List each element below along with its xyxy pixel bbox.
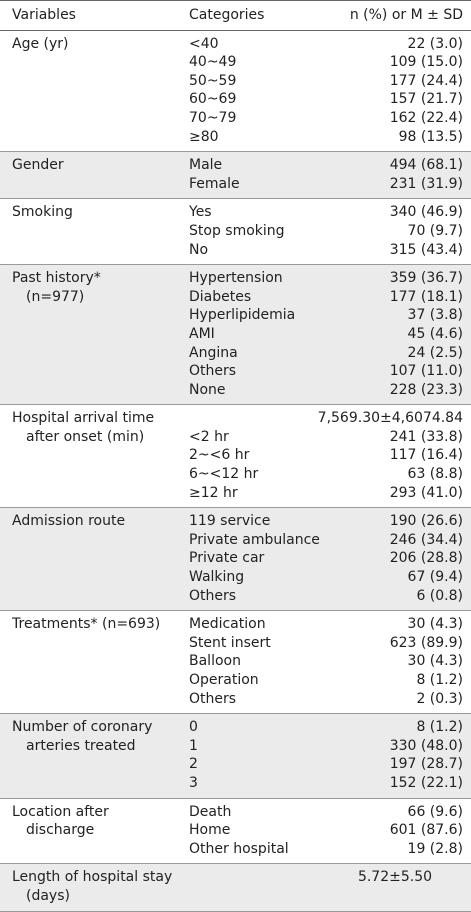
value-text: 2 (0.3) bbox=[416, 690, 463, 707]
variable-label: Admission route bbox=[12, 513, 126, 530]
value-text: 177 (24.4) bbox=[389, 72, 463, 89]
value-text: 6 (0.8) bbox=[416, 587, 463, 604]
value-text: 359 (36.7) bbox=[389, 270, 463, 287]
value-cell bbox=[317, 718, 471, 792]
value-text: 107 (11.0) bbox=[389, 363, 463, 380]
value-text: 66 (9.6) bbox=[407, 803, 463, 820]
value-text: 70 (9.7) bbox=[407, 222, 463, 239]
category-label: Hypertension bbox=[189, 270, 283, 287]
category-label bbox=[189, 409, 317, 428]
category-label: Medication bbox=[189, 616, 266, 633]
variable-label: arteries treated bbox=[26, 737, 136, 754]
value-text: 24 (2.5) bbox=[407, 344, 463, 361]
variable-label: Treatments* (n=693) bbox=[12, 616, 161, 633]
value-text: 330 (48.0) bbox=[389, 737, 463, 754]
variable-label: (n=977) bbox=[26, 288, 85, 305]
category-cell bbox=[177, 409, 317, 502]
table-row bbox=[0, 611, 471, 714]
value-text: 315 (43.4) bbox=[389, 241, 463, 258]
value-text: 37 (3.8) bbox=[407, 307, 463, 324]
variable-label: Smoking bbox=[12, 204, 73, 221]
header-cell-categories bbox=[177, 6, 317, 25]
value-text: 30 (4.3) bbox=[407, 616, 463, 633]
variable-label: Past history* bbox=[12, 270, 101, 287]
table-row bbox=[0, 265, 471, 405]
category-label: <2 hr bbox=[189, 428, 229, 445]
value-text: 22 (3.0) bbox=[407, 35, 463, 52]
category-label: Death bbox=[189, 803, 232, 820]
variable-cell bbox=[0, 269, 177, 399]
category-label: Hyperlipidemia bbox=[189, 307, 296, 324]
value-text: 601 (87.6) bbox=[389, 822, 463, 839]
table-row bbox=[0, 799, 471, 865]
table-body bbox=[0, 31, 471, 912]
value-text: 63 (8.8) bbox=[407, 466, 463, 483]
value-text: 197 (28.7) bbox=[389, 756, 463, 773]
category-label: Others bbox=[189, 363, 237, 380]
header-categories-label: Categories bbox=[189, 7, 265, 23]
value-text: 241 (33.8) bbox=[389, 428, 463, 445]
category-cell bbox=[177, 615, 317, 708]
header-variables-label: Variables bbox=[12, 7, 76, 23]
category-label: Female bbox=[189, 175, 240, 192]
category-cell bbox=[177, 803, 317, 859]
value-text: 67 (9.4) bbox=[407, 569, 463, 586]
variable-cell bbox=[0, 35, 177, 147]
value-cell bbox=[317, 868, 471, 905]
variable-label: Location after bbox=[12, 803, 109, 820]
value-cell bbox=[317, 512, 471, 605]
category-label: ≥80 bbox=[189, 128, 219, 145]
value-text: 623 (89.9) bbox=[389, 634, 463, 651]
value-text: 340 (46.9) bbox=[389, 204, 463, 221]
category-label: Diabetes bbox=[189, 288, 252, 305]
value-text: 246 (34.4) bbox=[389, 531, 463, 548]
value-text: 152 (22.1) bbox=[389, 774, 463, 791]
value-text: 19 (2.8) bbox=[407, 840, 463, 857]
category-label: Angina bbox=[189, 344, 238, 361]
value-cell bbox=[317, 203, 471, 259]
category-label: Home bbox=[189, 822, 231, 839]
value-text: 206 (28.8) bbox=[389, 550, 463, 567]
value-cell bbox=[317, 615, 471, 708]
category-label: Male bbox=[189, 157, 223, 174]
table-header-row bbox=[0, 0, 471, 31]
table-row bbox=[0, 152, 471, 199]
value-text: 231 (31.9) bbox=[389, 175, 463, 192]
category-label: Others bbox=[189, 587, 237, 604]
category-label: Walking bbox=[189, 569, 245, 586]
header-cell-values bbox=[317, 6, 471, 25]
category-label: 1 bbox=[189, 737, 198, 754]
variable-cell bbox=[0, 868, 177, 905]
variable-cell bbox=[0, 803, 177, 859]
category-cell bbox=[177, 35, 317, 147]
variable-label: (days) bbox=[26, 887, 70, 904]
value-text: 228 (23.3) bbox=[389, 381, 463, 398]
category-label: None bbox=[189, 381, 226, 398]
category-label: Others bbox=[189, 690, 237, 707]
value-text: 109 (15.0) bbox=[389, 54, 463, 71]
value-text: 117 (16.4) bbox=[389, 447, 463, 464]
category-label: Stent insert bbox=[189, 634, 271, 651]
category-label: 40~49 bbox=[189, 54, 237, 71]
category-cell bbox=[177, 718, 317, 792]
category-label: 0 bbox=[189, 719, 198, 736]
category-label: No bbox=[189, 241, 209, 258]
variable-cell bbox=[0, 615, 177, 708]
value-text: 45 (4.6) bbox=[407, 325, 463, 342]
category-label: 2~<6 hr bbox=[189, 447, 250, 464]
value-text: 98 (13.5) bbox=[398, 128, 463, 145]
variable-cell bbox=[0, 203, 177, 259]
category-label: Operation bbox=[189, 672, 259, 688]
variable-cell bbox=[0, 409, 177, 502]
variable-label: Length of hospital stay bbox=[12, 869, 173, 886]
value-text: 8 (1.2) bbox=[416, 719, 463, 736]
variable-label: Age (yr) bbox=[12, 35, 69, 52]
category-label: Private car bbox=[189, 550, 265, 567]
category-cell bbox=[177, 203, 317, 259]
value-text: 8 (1.2) bbox=[416, 672, 463, 688]
category-label: Other hospital bbox=[189, 840, 289, 857]
table-row bbox=[0, 508, 471, 611]
category-label: Private ambulance bbox=[189, 531, 320, 548]
category-label: 119 service bbox=[189, 513, 271, 530]
variable-cell bbox=[0, 156, 177, 193]
table-row bbox=[0, 199, 471, 265]
table-row bbox=[0, 714, 471, 798]
category-cell bbox=[177, 156, 317, 193]
value-text: 190 (26.6) bbox=[389, 513, 463, 530]
category-cell bbox=[177, 512, 320, 605]
value-text: 177 (18.1) bbox=[389, 288, 463, 305]
category-label: 60~69 bbox=[189, 91, 237, 108]
table-row bbox=[0, 864, 471, 911]
value-text: 494 (68.1) bbox=[389, 157, 463, 174]
value-cell bbox=[317, 409, 471, 502]
category-label: 3 bbox=[189, 774, 198, 791]
variable-label: Hospital arrival time bbox=[12, 410, 155, 427]
value-cell bbox=[317, 156, 471, 193]
category-cell bbox=[177, 868, 317, 905]
value-text: 30 (4.3) bbox=[407, 653, 463, 670]
category-cell bbox=[177, 269, 317, 399]
variable-cell bbox=[0, 718, 177, 792]
value-text: 5.72±5.50 bbox=[357, 869, 433, 886]
category-label: 2 bbox=[189, 756, 198, 773]
variable-cell bbox=[0, 512, 177, 605]
category-label: <40 bbox=[189, 35, 219, 52]
header-values-label: n (%) or M ± SD bbox=[349, 7, 463, 23]
category-label: Yes bbox=[189, 204, 212, 221]
value-text: 7,569.30±4,6074.84 bbox=[317, 410, 463, 427]
category-label: 50~59 bbox=[189, 72, 237, 89]
value-text: 162 (22.4) bbox=[389, 109, 463, 126]
header-cell-variables bbox=[0, 6, 177, 25]
value-cell bbox=[317, 35, 471, 147]
category-label: Stop smoking bbox=[189, 222, 285, 239]
variable-label: after onset (min) bbox=[26, 428, 145, 445]
category-label: 6~<12 hr bbox=[189, 466, 259, 483]
category-label: Balloon bbox=[189, 653, 241, 670]
table-row bbox=[0, 31, 471, 153]
variable-label: discharge bbox=[26, 822, 95, 839]
value-text: 157 (21.7) bbox=[389, 91, 463, 108]
variable-label: Gender bbox=[12, 157, 64, 174]
value-cell bbox=[317, 269, 471, 399]
category-label: AMI bbox=[189, 325, 215, 342]
category-label: ≥12 hr bbox=[189, 484, 238, 501]
table-row bbox=[0, 405, 471, 508]
variable-label: Number of coronary bbox=[12, 719, 153, 736]
category-label: 70~79 bbox=[189, 109, 237, 126]
value-cell bbox=[317, 803, 471, 859]
value-text: 293 (41.0) bbox=[389, 484, 463, 501]
